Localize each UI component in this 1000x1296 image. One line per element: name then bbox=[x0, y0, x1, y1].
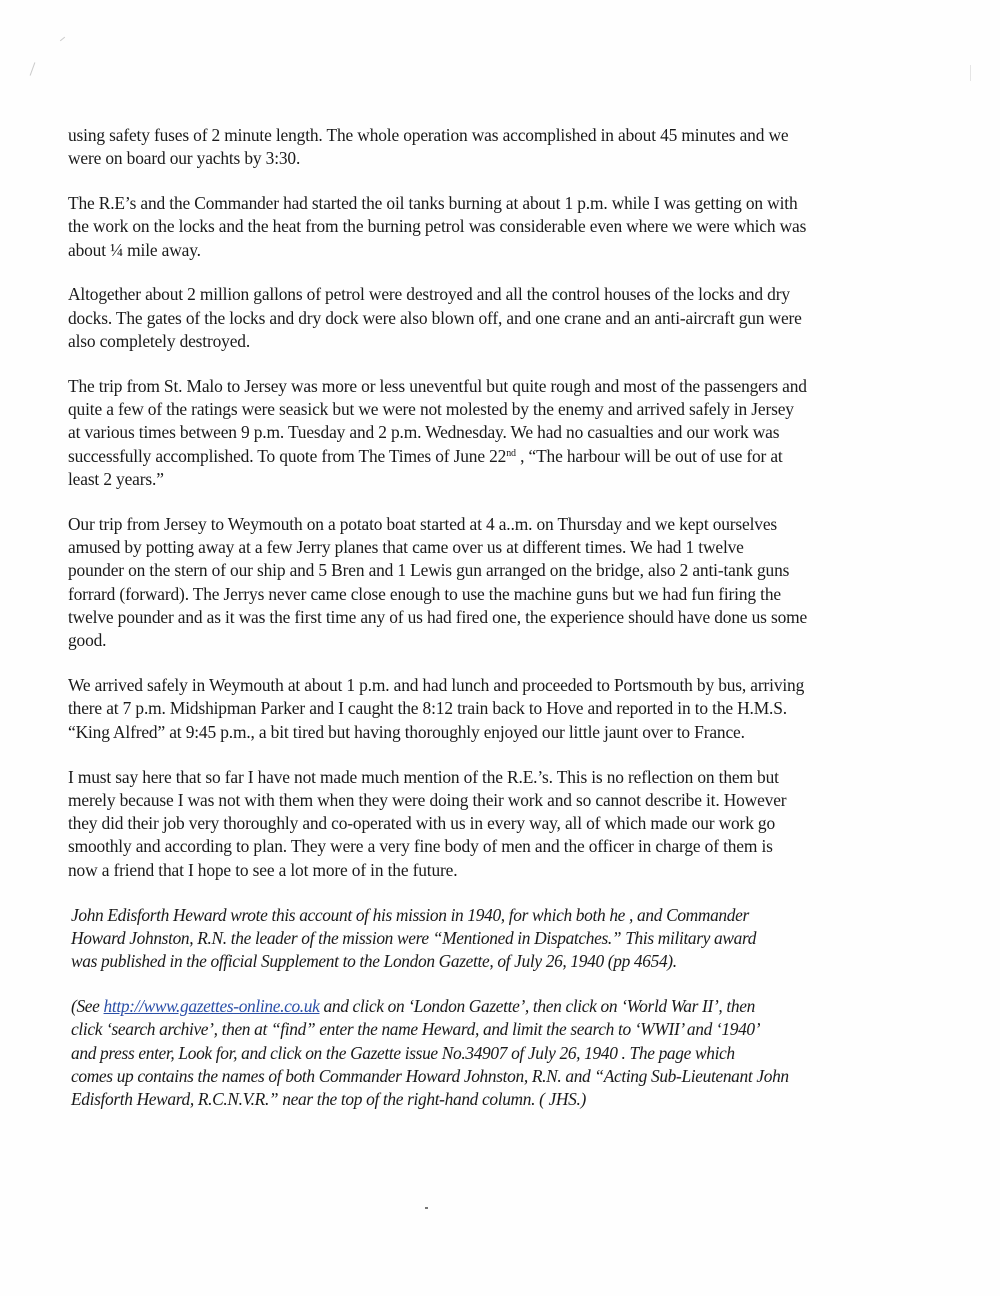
text-line: Our trip from Jersey to Weymouth on a potato boat started at 4 a..m. on Thursday and we kept ourselves bbox=[68, 513, 778, 534]
paragraph-oil-tanks bbox=[68, 192, 938, 262]
text-line: amused by potting away at a few Jerry planes that came over us at different times. We had 1 twelve bbox=[68, 537, 744, 558]
scan-speck bbox=[60, 37, 65, 42]
text-line: were on board our yachts by 3:30. bbox=[68, 148, 301, 169]
text-line: comes up contains the names of both Commander Howard Johnston, R.N. and “Acting Sub-Lieutenant John bbox=[71, 1065, 789, 1086]
text-line: merely because I was not with them when they were doing their work and so cannot describe it. However bbox=[68, 789, 787, 810]
text-line: I must say here that so far I have not made much mention of the R.E.’s. This is no reflection on them but bbox=[68, 766, 779, 787]
text-line: good. bbox=[68, 630, 107, 651]
text-line: Howard Johnston, R.N. the leader of the mission were “Mentioned in Dispatches.” This military award bbox=[71, 927, 757, 948]
ordinal-suffix: nd bbox=[506, 447, 516, 459]
text-line: smoothly and according to plan. They were a very fine body of men and the officer in charge of them is bbox=[68, 836, 773, 857]
reference-first-line bbox=[71, 995, 938, 1018]
paragraph-destruction bbox=[68, 283, 938, 353]
text-line: at various times between 9 p.m. Tuesday and 2 p.m. Wednesday. We had no casualties and our work was bbox=[68, 422, 780, 443]
text-line: The R.E’s and the Commander had started the oil tanks burning at about 1 p.m. while I was getting on with bbox=[68, 193, 798, 214]
scan-speck bbox=[970, 65, 971, 81]
paragraph-weymouth-trip bbox=[68, 513, 938, 653]
gazette-link[interactable]: http://www.gazettes-online.co.uk bbox=[103, 995, 320, 1016]
text-line: using safety fuses of 2 minute length. The whole operation was accomplished in about 45 minutes and we bbox=[68, 125, 789, 145]
editor-note bbox=[71, 904, 938, 974]
text-line: twelve pounder and as it was the first time any of us had fired one, the experience should have done us some bbox=[68, 607, 808, 628]
paragraph-arrival bbox=[68, 674, 938, 744]
text-line: was published in the official Supplement to the London Gazette, of July 26, 1940 (pp 4654). bbox=[71, 951, 677, 972]
text-line: quite a few of the ratings were seasick but we were not molested by the enemy and arrived safely in Jersey bbox=[68, 399, 794, 420]
text-fragment: , “The harbour will be out of use for at bbox=[515, 445, 783, 466]
text-fragment: (See bbox=[71, 995, 104, 1016]
text-line: also completely destroyed. bbox=[68, 331, 251, 352]
text-fragment: and click on ‘London Gazette’, then click on ‘World War II’, then bbox=[319, 995, 755, 1016]
text-line: Edisforth Heward, R.C.N.V.R.” near the top of the right-hand column. ( JHS.) bbox=[71, 1089, 586, 1110]
text-line: click ‘search archive’, then at “find” enter the name Heward, and limit the search to ‘WWII’ and ‘1940’ bbox=[71, 1019, 761, 1040]
scan-speck bbox=[30, 62, 36, 75]
text-line: We arrived safely in Weymouth at about 1 p.m. and had lunch and proceeded to Portsmouth by bus, arriving bbox=[68, 675, 805, 696]
text-line: least 2 years.” bbox=[68, 469, 164, 490]
scan-speck bbox=[425, 1207, 428, 1209]
times-quote-line bbox=[68, 445, 938, 468]
text-fragment: successfully accomplished. To quote from The Times of June 22 bbox=[68, 445, 507, 466]
text-line: they did their job very thoroughly and co-operated with us in every way, all of which made our work go bbox=[68, 813, 776, 834]
text-line: The trip from St. Malo to Jersey was more or less uneventful but quite rough and most of the passengers and bbox=[68, 375, 807, 396]
reference-note bbox=[71, 995, 938, 1111]
text-line: docks. The gates of the locks and dry dock were also blown off, and one crane and an anti-aircraft gun were bbox=[68, 307, 802, 328]
text-line: John Edisforth Heward wrote this account of his mission in 1940, for which both he , and Commander bbox=[71, 904, 749, 925]
text-line: and press enter, Look for, and click on the Gazette issue No.34907 of July 26, 1940 . The page which bbox=[71, 1042, 735, 1063]
document-page bbox=[68, 124, 938, 1133]
text-line: the work on the locks and the heat from the burning petrol was considerable even where we were which was bbox=[68, 216, 807, 237]
text-line: there at 7 p.m. Midshipman Parker and I caught the 8:12 train back to Hove and reported in to the H.M.S. bbox=[68, 698, 787, 719]
text-line: about ¼ mile away. bbox=[68, 239, 201, 260]
paragraph-jersey-trip bbox=[68, 375, 938, 491]
text-line: Altogether about 2 million gallons of petrol were destroyed and all the control houses of the locks and dry bbox=[68, 284, 790, 305]
paragraph-fuses bbox=[68, 124, 938, 171]
paragraph-royal-engineers bbox=[68, 766, 938, 882]
text-line: pounder on the stern of our ship and 5 Bren and 1 Lewis gun arranged on the bridge, also 2 anti-tank guns bbox=[68, 560, 790, 581]
text-line: now a friend that I hope to see a lot more of in the future. bbox=[68, 859, 458, 880]
text-line: forrard (forward). The Jerrys never came close enough to use the machine guns but we had fun firing the bbox=[68, 583, 781, 604]
text-line: “King Alfred” at 9:45 p.m., a bit tired but having thoroughly enjoyed our little jaunt over to France. bbox=[68, 721, 745, 742]
